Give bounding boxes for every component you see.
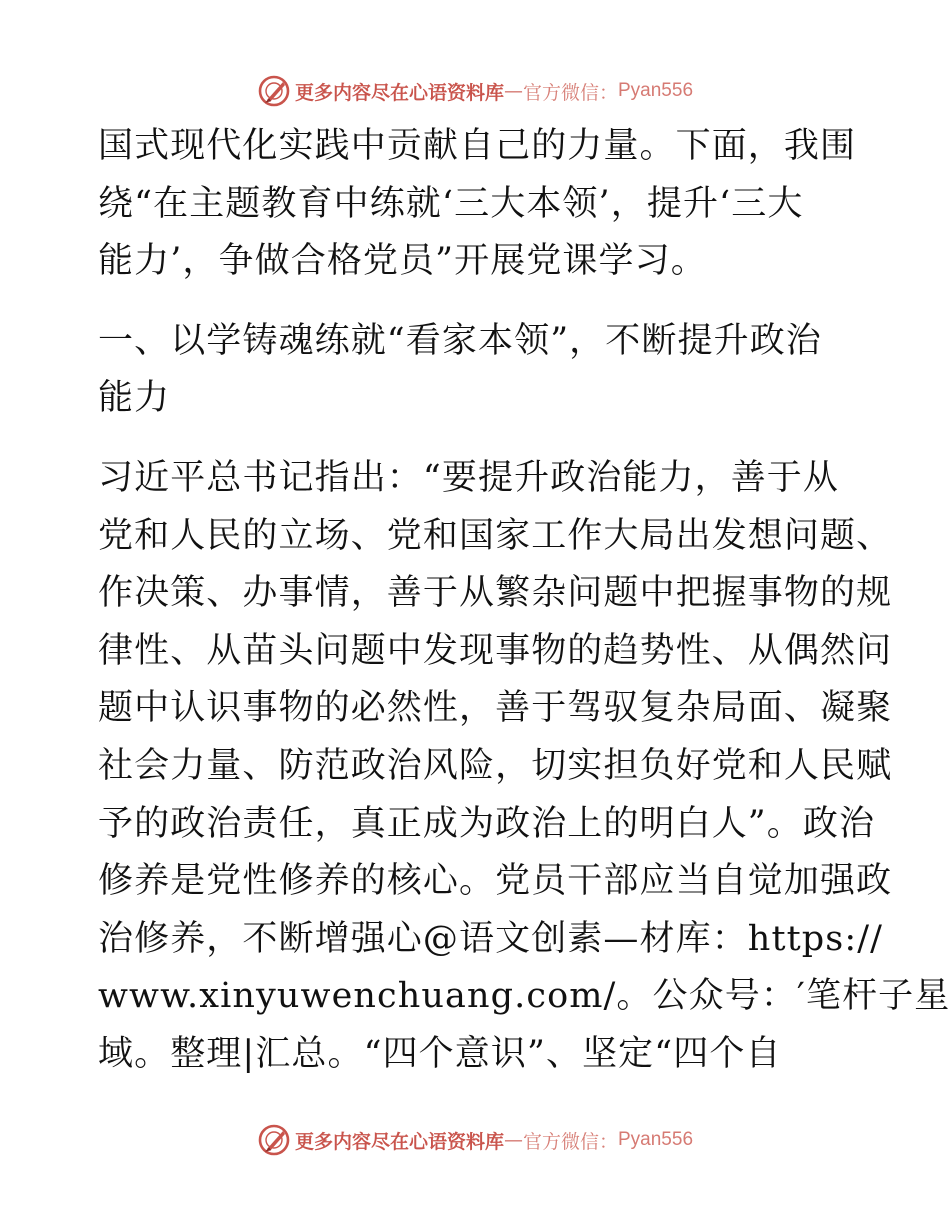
text-line: 国式现代化实践中贡献自己的力量。下面，我围 bbox=[98, 126, 857, 166]
intro-paragraph bbox=[98, 118, 858, 291]
paragraph-spacer bbox=[98, 291, 858, 313]
header-promo-text: 更多内容尽在心语资料库 bbox=[294, 81, 504, 104]
brand-logo-icon bbox=[257, 1123, 291, 1157]
body-paragraph bbox=[98, 450, 950, 1084]
footer-wechat-account: Pyan556 bbox=[618, 1129, 694, 1150]
text-line: 能力 bbox=[98, 378, 171, 419]
text-line: 绕“在主题教育中练就‘三大本领’，提升‘三大 bbox=[98, 183, 804, 224]
footer-watermark-banner bbox=[0, 1120, 950, 1160]
text-line: 治修养，不断增强心@语文创素—材库：https:// bbox=[98, 918, 884, 959]
text-line: 修养是党性修养的核心。党员干部应当自觉加强政 bbox=[98, 861, 893, 902]
footer-dash: — bbox=[503, 1129, 523, 1151]
text-line: 律性、从苗头问题中发现事物的趋势性、从偶然问 bbox=[98, 630, 893, 671]
text-line: 一、以学铸魂练就“看家本领”，不断提升政治 bbox=[98, 320, 822, 361]
footer-wechat-label: 官方微信： bbox=[522, 1130, 618, 1153]
paragraph-spacer bbox=[98, 428, 858, 450]
text-line: 域。整理|汇总。“四个意识”、坚定“四个自 bbox=[98, 1033, 782, 1074]
header-wechat-label: 官方微信： bbox=[522, 81, 618, 104]
document-body bbox=[98, 118, 950, 1084]
section-heading bbox=[98, 313, 858, 428]
header-dash: — bbox=[503, 80, 523, 102]
text-line: 社会力量、防范政治风险，切实担负好党和人民赋 bbox=[98, 745, 893, 786]
text-line: 作决策、办事情，善于从繁杂问题中把握事物的规 bbox=[98, 573, 893, 614]
text-line: 党和人民的立场、党和国家工作大局出发想问题、 bbox=[98, 515, 893, 556]
text-line: www.xinyuwenchuang.com/。公众号：′笔杆子星 bbox=[98, 976, 950, 1017]
text-line: 习近平总书记指出：“要提升政治能力，善于从 bbox=[98, 457, 839, 498]
header-watermark-banner bbox=[0, 71, 950, 111]
header-wechat-account: Pyan556 bbox=[618, 80, 694, 101]
footer-promo-text: 更多内容尽在心语资料库 bbox=[294, 1130, 504, 1153]
text-line: 能力’，争做合格党员”开展党课学习。 bbox=[98, 241, 707, 282]
text-line: 题中认识事物的必然性，善于驾驭复杂局面、凝聚 bbox=[98, 688, 893, 729]
brand-logo-icon bbox=[257, 74, 291, 108]
text-line: 予的政治责任，真正成为政治上的明白人”。政治 bbox=[98, 803, 876, 844]
